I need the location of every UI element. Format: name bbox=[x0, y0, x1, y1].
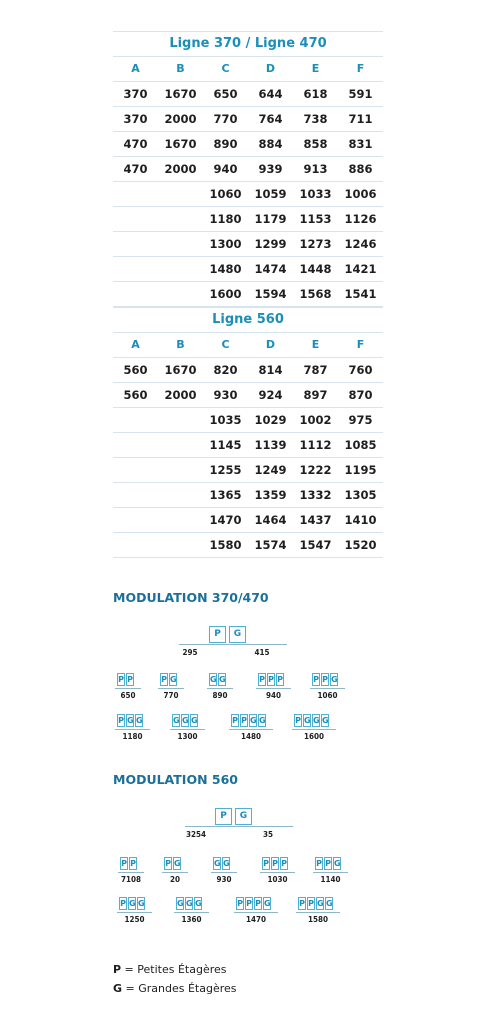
module-base-line bbox=[296, 912, 340, 913]
shelf-cell: G bbox=[219, 675, 226, 684]
module-base-line bbox=[162, 872, 188, 873]
table-cell: 930 bbox=[213, 388, 238, 402]
table-row bbox=[113, 382, 383, 407]
column-header: E bbox=[311, 62, 320, 75]
module-base-line bbox=[118, 872, 144, 873]
table-cell: 2000 bbox=[164, 112, 197, 126]
module-width-label: 930 bbox=[216, 875, 232, 884]
shelf-cell: G bbox=[331, 675, 338, 684]
shelf-cell: G bbox=[177, 899, 184, 908]
legend-grandes bbox=[113, 982, 237, 995]
legend-g-text: = Grandes Étagères bbox=[122, 982, 237, 995]
shelf-cell: P bbox=[316, 859, 322, 868]
table-row bbox=[113, 131, 383, 156]
table-cell: 2000 bbox=[164, 388, 197, 402]
table-cell: 1255 bbox=[209, 463, 242, 477]
module-width-label: 3254 bbox=[185, 830, 207, 839]
shelf-cell: G bbox=[173, 716, 180, 725]
module-width-label: 1030 bbox=[267, 875, 288, 884]
table-cell: 1474 bbox=[254, 262, 287, 276]
shelf-cell: P bbox=[277, 675, 283, 684]
shelf-cell: G bbox=[317, 899, 324, 908]
shelf-cell: P bbox=[130, 859, 136, 868]
table-cell: 1448 bbox=[299, 262, 332, 276]
shelf-cell: G bbox=[326, 899, 333, 908]
shelf-cell: G bbox=[235, 808, 252, 825]
module-width-label: 415 bbox=[254, 648, 270, 657]
table-cell: 1547 bbox=[299, 538, 332, 552]
table-cell: 618 bbox=[303, 87, 328, 101]
module-width-label: 7108 bbox=[120, 875, 142, 884]
shelf-cell: P bbox=[127, 675, 133, 684]
shelf-cell: G bbox=[304, 716, 311, 725]
table-row bbox=[113, 432, 383, 457]
modulation-370-470-title: MODULATION 370/470 bbox=[113, 590, 269, 605]
shelf-cell: P bbox=[118, 716, 124, 725]
table-header-row bbox=[113, 56, 383, 81]
table-cell: 1574 bbox=[254, 538, 287, 552]
shelf-cell: G bbox=[138, 899, 145, 908]
table-cell: 924 bbox=[258, 388, 283, 402]
shelf-cell: P bbox=[263, 859, 269, 868]
legend-p-text: = Petites Étagères bbox=[121, 963, 227, 976]
table-cell: 1594 bbox=[254, 287, 287, 301]
shelf-cell: G bbox=[182, 716, 189, 725]
module-base-line bbox=[158, 688, 184, 689]
table-cell: 650 bbox=[213, 87, 238, 101]
column-header: D bbox=[265, 338, 276, 351]
column-header: B bbox=[176, 62, 185, 75]
shelf-cell: G bbox=[264, 899, 271, 908]
modulation-560-title: MODULATION 560 bbox=[113, 772, 238, 787]
module-width-label: 1060 bbox=[317, 691, 338, 700]
shelf-cell: P bbox=[268, 675, 274, 684]
table-cell: 1085 bbox=[344, 438, 377, 452]
table-cell: 1126 bbox=[344, 212, 377, 226]
shelf-cell: P bbox=[313, 675, 319, 684]
table-cell: 644 bbox=[258, 87, 283, 101]
table-cell: 591 bbox=[348, 87, 373, 101]
module-width-label: 1580 bbox=[307, 915, 329, 924]
legend-p-key: P bbox=[113, 963, 122, 976]
module-base-line bbox=[115, 688, 141, 689]
table-title: Ligne 370 / Ligne 470 bbox=[113, 31, 383, 56]
table-cell: 1470 bbox=[209, 513, 242, 527]
table-cell: 760 bbox=[348, 363, 373, 377]
table-cell: 711 bbox=[348, 112, 373, 126]
table-cell: 1179 bbox=[254, 212, 287, 226]
table-cell: 939 bbox=[258, 162, 283, 176]
shelf-cell: G bbox=[223, 859, 230, 868]
module-base-line bbox=[115, 729, 150, 730]
table-cell: 1464 bbox=[254, 513, 287, 527]
table-cell: 1112 bbox=[299, 438, 332, 452]
table-row bbox=[113, 181, 383, 206]
module-width-label: 1140 bbox=[320, 875, 341, 884]
module-width-label: 940 bbox=[265, 691, 282, 700]
shelf-cell: P bbox=[165, 859, 171, 868]
table-cell: 1299 bbox=[254, 237, 287, 251]
table-header-row bbox=[113, 332, 383, 357]
module-base-line bbox=[292, 729, 336, 730]
table-cell: 814 bbox=[258, 363, 283, 377]
table-cell: 1153 bbox=[299, 212, 332, 226]
table-cell: 1359 bbox=[254, 488, 287, 502]
table-ligne-560 bbox=[113, 307, 383, 558]
shelf-cell: P bbox=[325, 859, 331, 868]
table-cell: 870 bbox=[348, 388, 373, 402]
module-base-line bbox=[207, 688, 233, 689]
column-header: F bbox=[356, 62, 365, 75]
table-cell: 831 bbox=[348, 137, 373, 151]
table-cell: 1246 bbox=[344, 237, 377, 251]
table-cell: 1670 bbox=[164, 137, 197, 151]
module-width-label: 1180 bbox=[122, 732, 143, 741]
shelf-cell: P bbox=[322, 675, 328, 684]
shelf-cell: P bbox=[246, 899, 252, 908]
module-base-line bbox=[174, 912, 209, 913]
module-width-label: 35 bbox=[262, 830, 273, 839]
table-cell: 370 bbox=[123, 112, 148, 126]
table-cell: 858 bbox=[303, 137, 328, 151]
table-cell: 1195 bbox=[344, 463, 377, 477]
module-base-line bbox=[179, 644, 287, 645]
table-cell: 1670 bbox=[164, 87, 197, 101]
shelf-cell: G bbox=[229, 626, 246, 643]
table-cell: 470 bbox=[123, 137, 148, 151]
table-row bbox=[113, 457, 383, 482]
shelf-cell: G bbox=[322, 716, 329, 725]
table-cell: 1568 bbox=[299, 287, 332, 301]
column-header: C bbox=[221, 338, 230, 351]
shelf-cell: G bbox=[334, 859, 341, 868]
shelf-cell: P bbox=[161, 675, 167, 684]
table-cell: 1006 bbox=[344, 187, 377, 201]
table-cell: 1410 bbox=[344, 513, 377, 527]
legend-petites bbox=[113, 963, 227, 976]
table-cell: 764 bbox=[258, 112, 283, 126]
table-cell: 1437 bbox=[299, 513, 332, 527]
table-cell: 1332 bbox=[299, 488, 332, 502]
table-cell: 913 bbox=[303, 162, 328, 176]
table-cell: 770 bbox=[213, 112, 238, 126]
shelf-cell: G bbox=[195, 899, 202, 908]
table-cell: 890 bbox=[213, 137, 238, 151]
table-row bbox=[113, 482, 383, 507]
shelf-cell: P bbox=[281, 859, 287, 868]
table-cell: 820 bbox=[213, 363, 238, 377]
table-cell: 886 bbox=[348, 162, 373, 176]
module-width-label: 1480 bbox=[240, 732, 262, 741]
module-width-label: 890 bbox=[212, 691, 228, 700]
table-row bbox=[113, 281, 383, 306]
table-row bbox=[113, 81, 383, 106]
shelf-cell: G bbox=[191, 716, 198, 725]
module-base-line bbox=[170, 729, 205, 730]
module-width-label: 1300 bbox=[177, 732, 198, 741]
table-cell: 1035 bbox=[209, 413, 242, 427]
module-width-label: 20 bbox=[169, 875, 180, 884]
table-cell: 1541 bbox=[344, 287, 377, 301]
shelf-cell: G bbox=[170, 675, 177, 684]
table-row bbox=[113, 156, 383, 181]
shelf-cell: G bbox=[136, 716, 143, 725]
table-cell: 1600 bbox=[209, 287, 242, 301]
table-cell: 738 bbox=[303, 112, 328, 126]
module-base-line bbox=[256, 688, 291, 689]
table-cell: 975 bbox=[348, 413, 373, 427]
shelf-cell: P bbox=[215, 808, 232, 825]
table-cell: 1305 bbox=[344, 488, 377, 502]
shelf-cell: P bbox=[121, 859, 127, 868]
table-cell: 1180 bbox=[209, 212, 242, 226]
shelf-cell: P bbox=[272, 859, 278, 868]
table-cell: 560 bbox=[123, 363, 148, 377]
table-cell: 1139 bbox=[254, 438, 287, 452]
shelf-cell: G bbox=[127, 716, 134, 725]
module-width-label: 1470 bbox=[245, 915, 267, 924]
table-cell: 940 bbox=[213, 162, 238, 176]
module-base-line bbox=[211, 872, 237, 873]
shelf-cell: P bbox=[118, 675, 124, 684]
module-base-line bbox=[310, 688, 345, 689]
column-header: D bbox=[265, 62, 276, 75]
table-cell: 884 bbox=[258, 137, 283, 151]
table-row bbox=[113, 532, 383, 557]
table-cell: 1060 bbox=[209, 187, 242, 201]
table-cell: 1002 bbox=[299, 413, 332, 427]
module-width-label: 295 bbox=[182, 648, 198, 657]
shelf-cell: P bbox=[209, 626, 226, 643]
module-base-line bbox=[185, 826, 293, 827]
shelf-cell: P bbox=[232, 716, 238, 725]
column-header: B bbox=[176, 338, 185, 351]
table-row bbox=[113, 507, 383, 532]
shelf-cell: P bbox=[308, 899, 314, 908]
shelf-cell: P bbox=[241, 716, 247, 725]
shelf-cell: P bbox=[295, 716, 301, 725]
shelf-cell: G bbox=[210, 675, 217, 684]
module-base-line bbox=[117, 912, 152, 913]
table-cell: 1365 bbox=[209, 488, 242, 502]
table-cell: 1145 bbox=[209, 438, 242, 452]
shelf-cell: P bbox=[299, 899, 305, 908]
module-base-line bbox=[229, 729, 273, 730]
module-width-label: 1600 bbox=[303, 732, 325, 741]
module-base-line bbox=[234, 912, 278, 913]
table-row bbox=[113, 407, 383, 432]
column-header: A bbox=[131, 338, 140, 351]
table-cell: 1421 bbox=[344, 262, 377, 276]
table-cell: 2000 bbox=[164, 162, 197, 176]
table-row bbox=[113, 206, 383, 231]
shelf-cell: G bbox=[174, 859, 181, 868]
table-cell: 1222 bbox=[299, 463, 332, 477]
shelf-cell: G bbox=[259, 716, 266, 725]
column-header: E bbox=[311, 338, 320, 351]
table-cell: 1059 bbox=[254, 187, 287, 201]
table-cell: 1520 bbox=[344, 538, 377, 552]
module-width-label: 1360 bbox=[181, 915, 202, 924]
table-cell: 897 bbox=[303, 388, 328, 402]
table-cell: 787 bbox=[303, 363, 328, 377]
module-width-label: 650 bbox=[120, 691, 136, 700]
column-header: F bbox=[356, 338, 365, 351]
shelf-cell: G bbox=[129, 899, 136, 908]
shelf-cell: G bbox=[186, 899, 193, 908]
table-cell: 1273 bbox=[299, 237, 332, 251]
table-cell: 1580 bbox=[209, 538, 242, 552]
column-header: A bbox=[131, 62, 140, 75]
table-ligne-370-470 bbox=[113, 31, 383, 307]
table-cell: 1670 bbox=[164, 363, 197, 377]
table-row bbox=[113, 357, 383, 382]
shelf-cell: G bbox=[313, 716, 320, 725]
table-cell: 1480 bbox=[209, 262, 242, 276]
table-row bbox=[113, 231, 383, 256]
table-cell: 1249 bbox=[254, 463, 287, 477]
module-width-label: 1250 bbox=[124, 915, 145, 924]
module-width-label: 770 bbox=[163, 691, 179, 700]
shelf-cell: G bbox=[250, 716, 257, 725]
module-base-line bbox=[260, 872, 295, 873]
column-header: C bbox=[221, 62, 230, 75]
table-cell: 1300 bbox=[209, 237, 242, 251]
table-cell: 1029 bbox=[254, 413, 287, 427]
table-cell: 470 bbox=[123, 162, 148, 176]
shelf-cell: P bbox=[120, 899, 126, 908]
table-cell: 1033 bbox=[299, 187, 332, 201]
shelf-cell: P bbox=[237, 899, 243, 908]
shelf-cell: P bbox=[255, 899, 261, 908]
module-base-line bbox=[313, 872, 348, 873]
table-row bbox=[113, 256, 383, 281]
table-row bbox=[113, 106, 383, 131]
table-cell: 370 bbox=[123, 87, 148, 101]
shelf-cell: P bbox=[259, 675, 265, 684]
table-cell: 560 bbox=[123, 388, 148, 402]
table-title: Ligne 560 bbox=[113, 307, 383, 332]
shelf-cell: G bbox=[214, 859, 221, 868]
legend-g-key: G bbox=[113, 982, 123, 995]
